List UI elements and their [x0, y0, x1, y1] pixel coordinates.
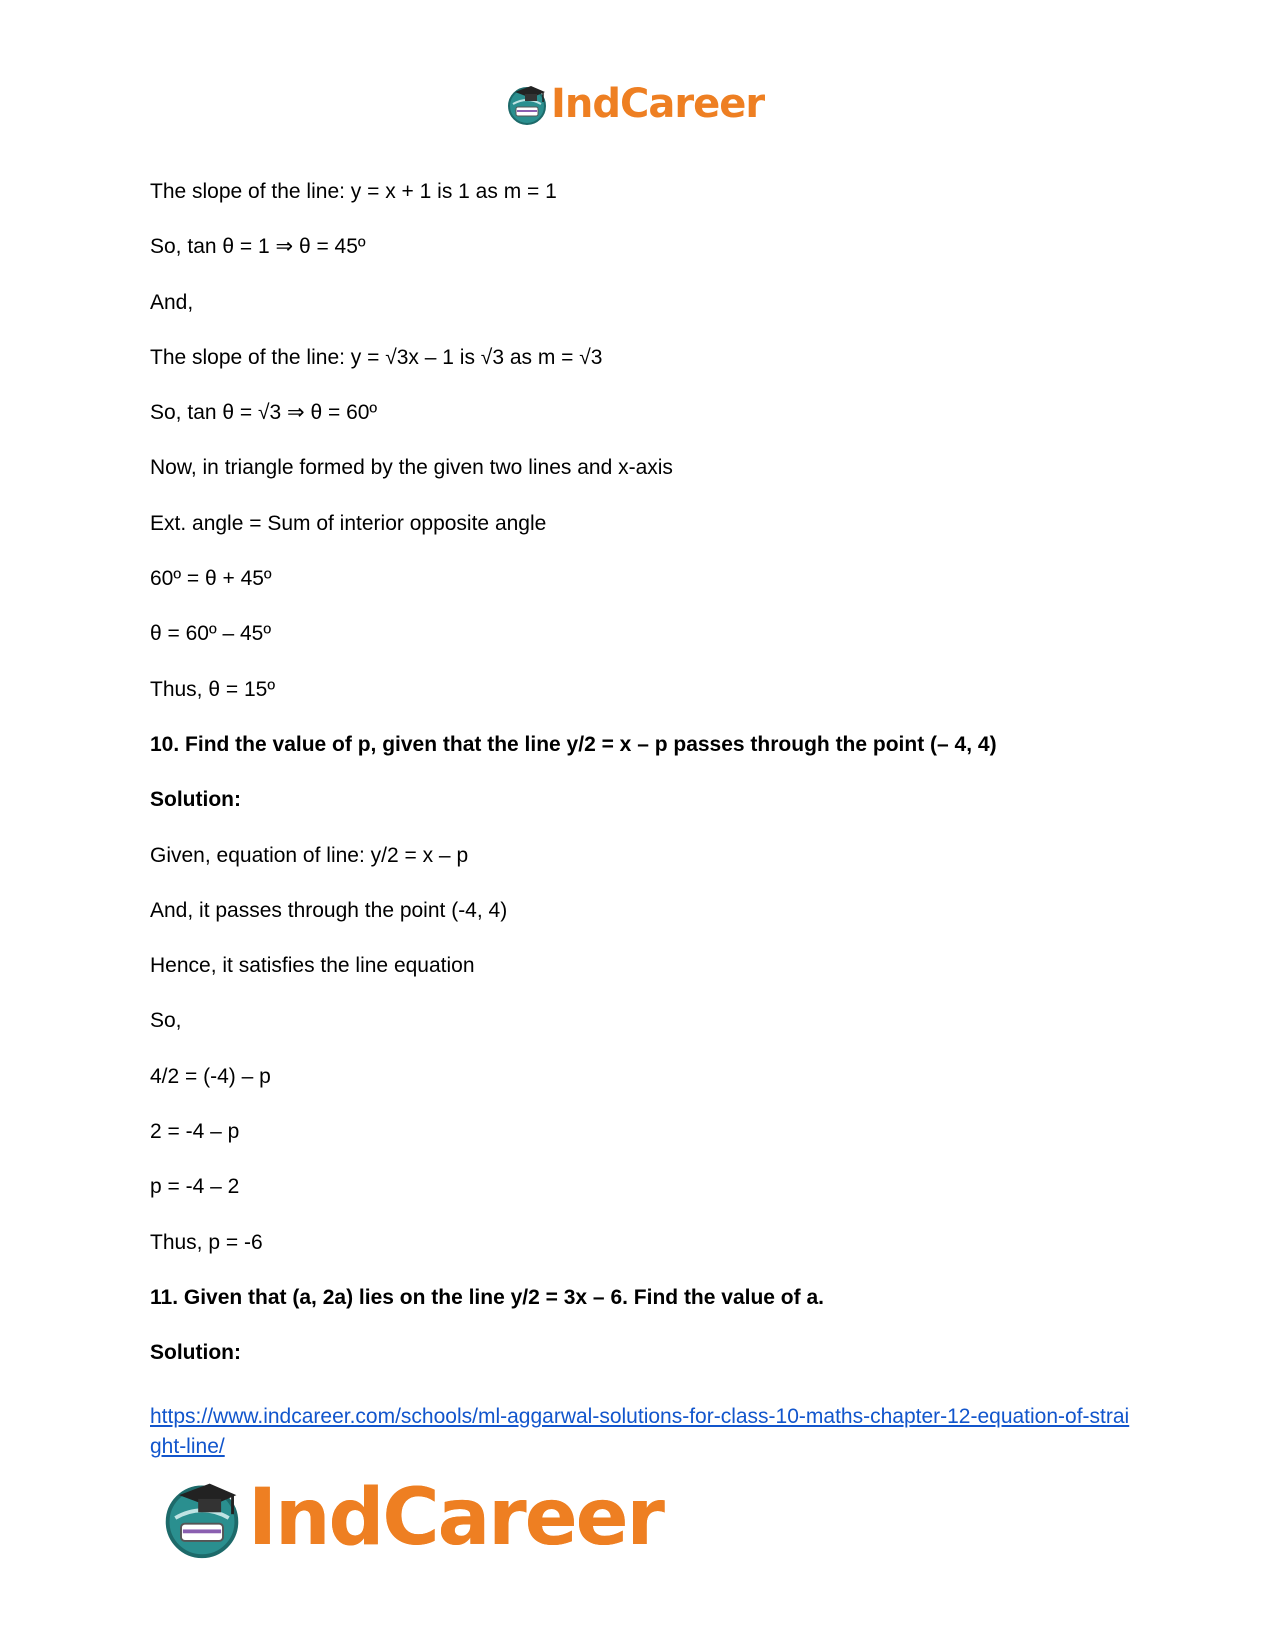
text-line: Now, in triangle formed by the given two lines and x-axis [150, 456, 673, 480]
text-line: And, it passes through the point (-4, 4) [150, 898, 508, 922]
question-heading: 10. Find the value of p, given that the line y/2 = x – p passes through the point (– 4, 4) [150, 732, 997, 756]
question-heading: 11. Given that (a, 2a) lies on the line y/2 = 3x – 6. Find the value of a. [150, 1285, 824, 1309]
text-line: So, tan θ = 1 ⇒ θ = 45º [150, 235, 366, 259]
header-logo [505, 76, 764, 132]
logo-text: IndCareer [551, 81, 765, 127]
text-line: The slope of the line: y = √3x – 1 is √3 as m = √3 [150, 345, 603, 369]
document-body [150, 178, 1130, 1395]
text-line: p = -4 – 2 [150, 1175, 240, 1199]
text-line: 4/2 = (-4) – p [150, 1064, 271, 1088]
logo-text: IndCareer [248, 1473, 663, 1563]
text-line: Ext. angle = Sum of interior opposite angle [150, 511, 547, 535]
text-line: 2 = -4 – p [150, 1120, 240, 1144]
solution-label: Solution: [150, 788, 241, 812]
footer-logo [160, 1470, 663, 1566]
text-line: Given, equation of line: y/2 = x – p [150, 843, 469, 867]
footer-link[interactable]: https://www.indcareer.com/schools/ml-aggarwal-solutions-for-class-10-maths-chapter-12-equation-of-straight-line/ [150, 1405, 1130, 1458]
text-line: 60º = θ + 45º [150, 567, 272, 591]
text-line: So, [150, 1009, 182, 1033]
text-line: Hence, it satisfies the line equation [150, 954, 475, 978]
text-line: θ = 60º – 45º [150, 622, 272, 646]
solution-label: Solution: [150, 1341, 241, 1365]
text-line: And, [150, 290, 194, 314]
text-line: Thus, θ = 15º [150, 677, 275, 701]
graduation-globe-icon [160, 1476, 244, 1560]
text-line: The slope of the line: y = x + 1 is 1 as m = 1 [150, 180, 557, 203]
text-line: Thus, p = -6 [150, 1230, 263, 1254]
graduation-globe-icon [505, 82, 549, 126]
text-line: So, tan θ = √3 ⇒ θ = 60º [150, 401, 378, 425]
